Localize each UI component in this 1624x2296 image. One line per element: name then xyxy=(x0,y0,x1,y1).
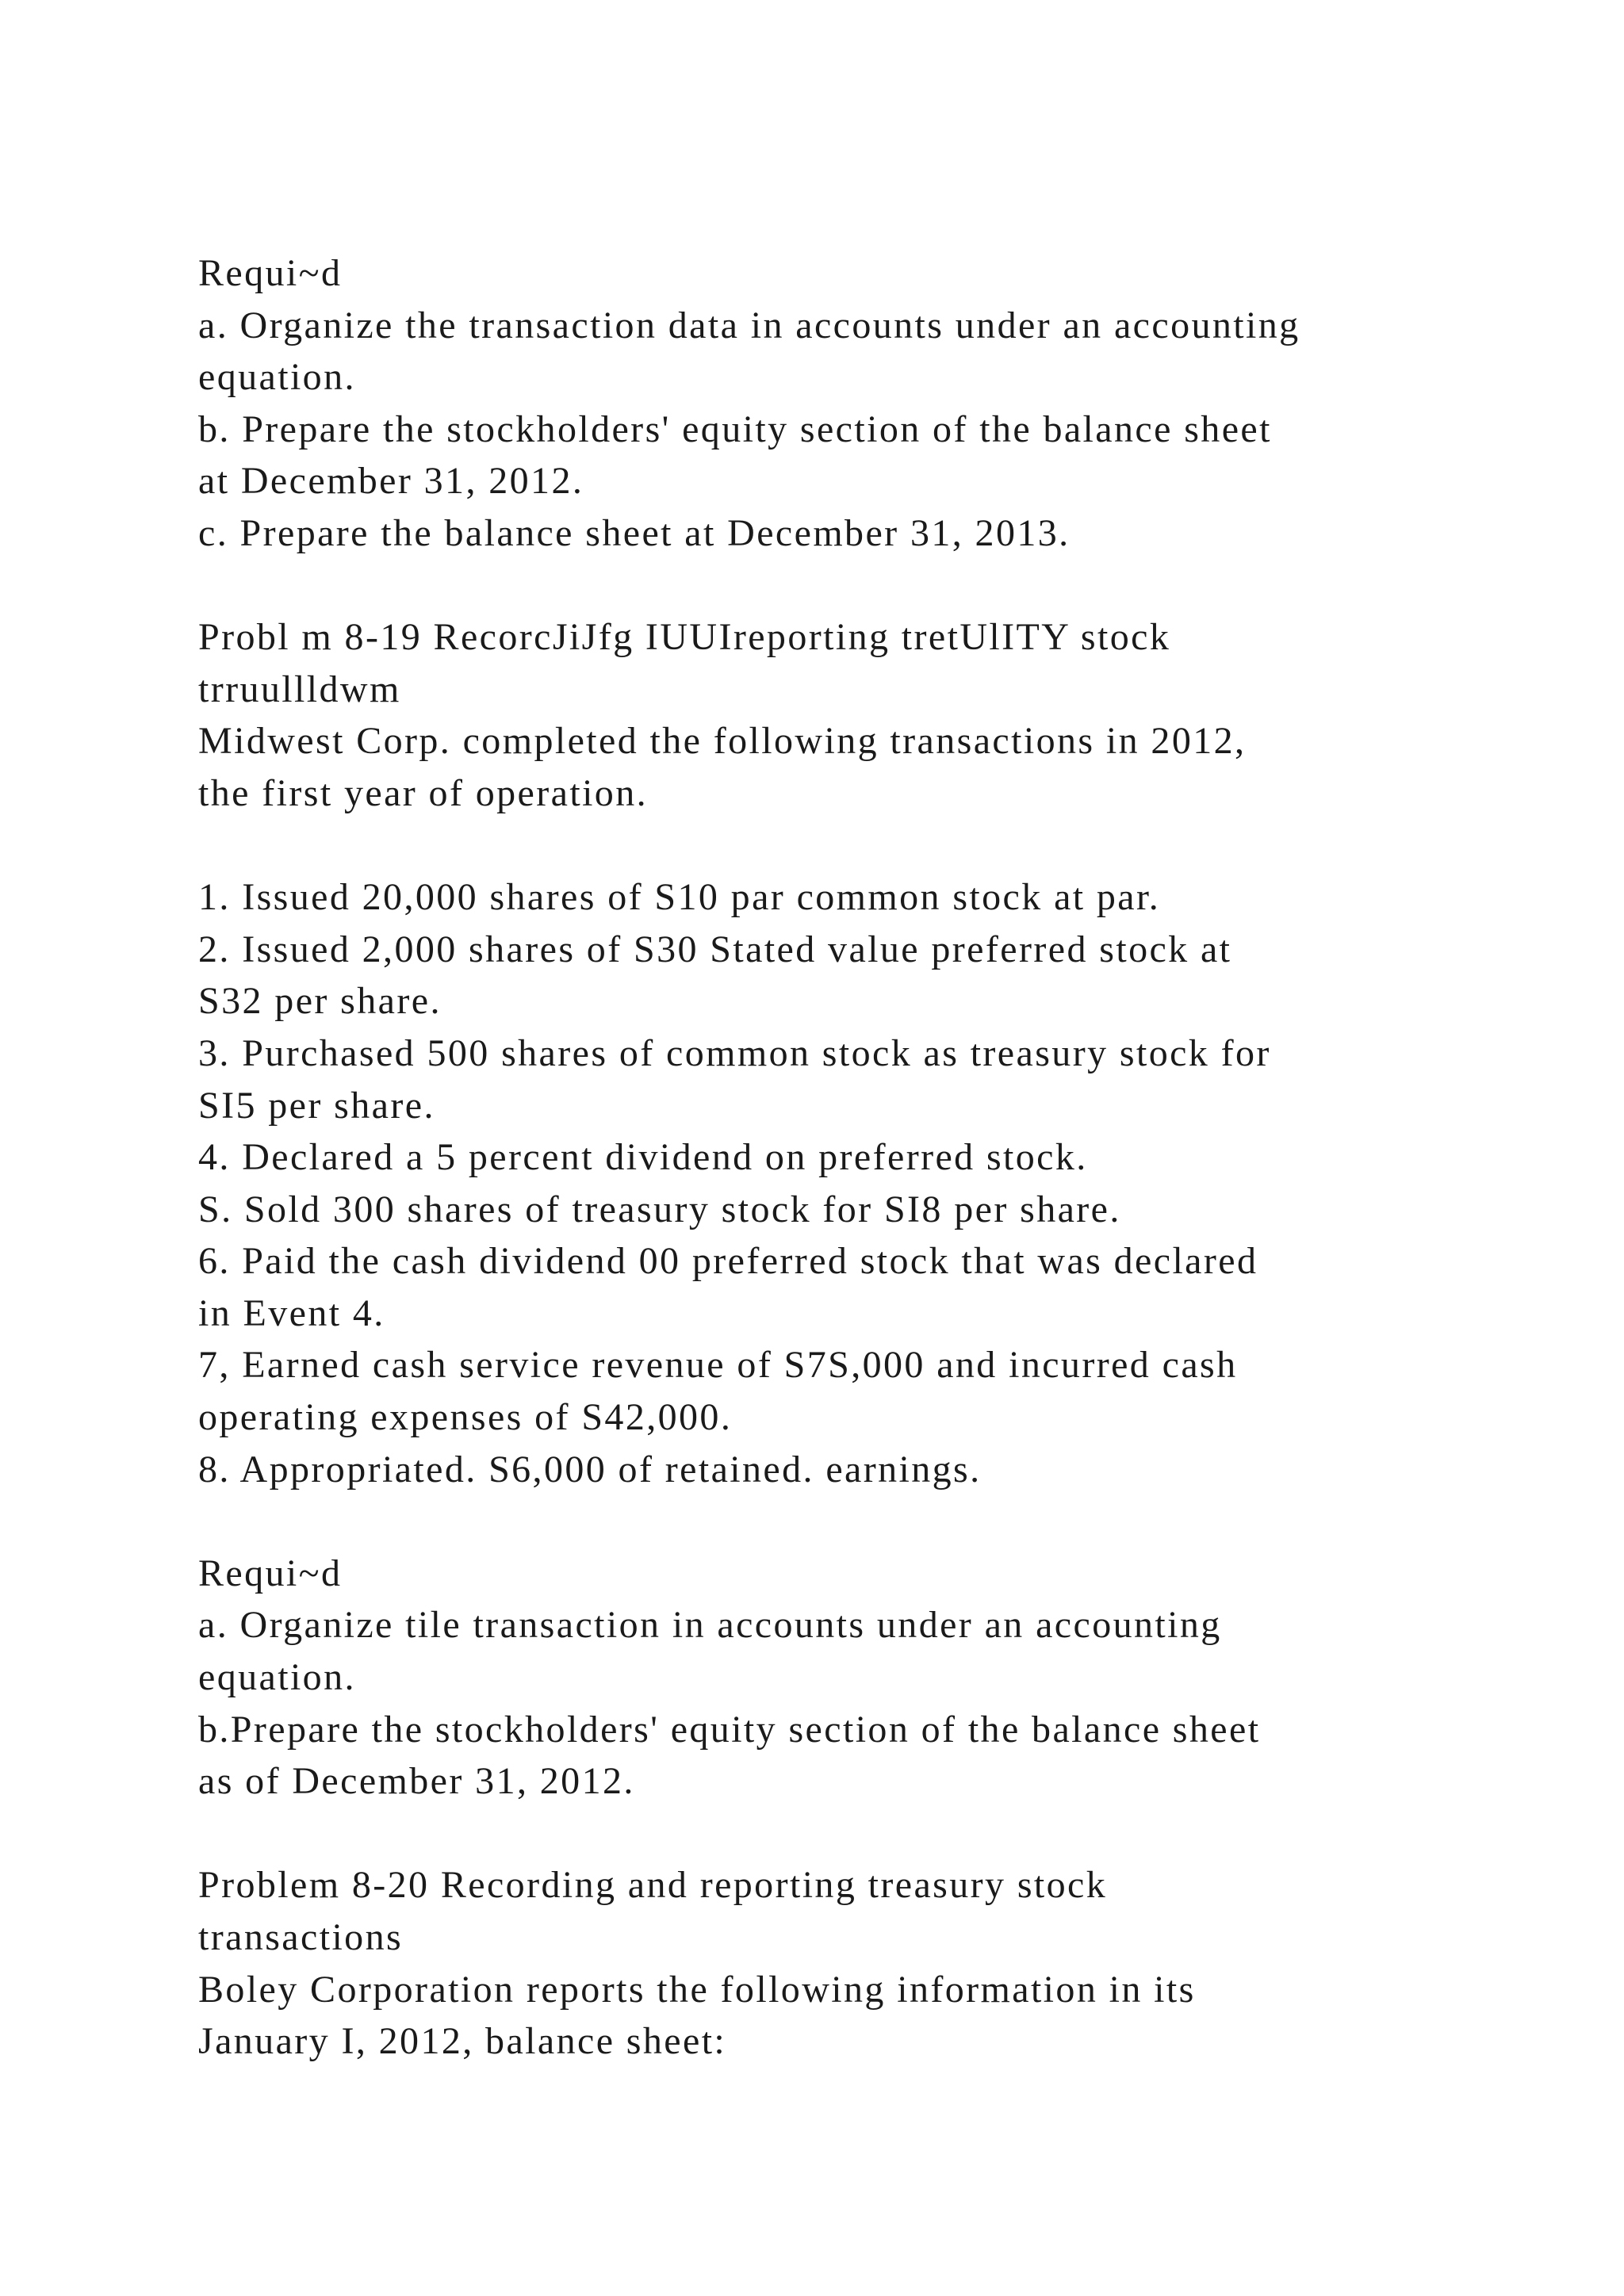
text-line: at December 31, 2012. xyxy=(198,460,584,503)
text-line: b.Prepare the stockholders' equity section of the balance sheet xyxy=(198,1708,1261,1751)
document-text xyxy=(198,247,1546,2068)
blank-line xyxy=(198,1808,1546,1860)
text-line: SI5 per share. xyxy=(198,1084,435,1127)
text-line: Requi~d xyxy=(198,1552,343,1594)
text-line: 8. Appropriated. S6,000 of retained. earnings. xyxy=(198,1448,982,1490)
text-line: transactions xyxy=(198,1916,404,1958)
text-line: 3. Purchased 500 shares of common stock as treasury stock for xyxy=(198,1031,1271,1074)
text-line: Probl m 8-19 RecorcJiJfg IUUIreporting tretUlITY stock xyxy=(198,616,1171,659)
text-line: 4. Declared a 5 percent dividend on preferred stock. xyxy=(198,1136,1088,1179)
text-line: the first year of operation. xyxy=(198,771,649,814)
text-line: b. Prepare the stockholders' equity section of the balance sheet xyxy=(198,408,1272,450)
text-line: equation. xyxy=(198,1656,356,1699)
blank-line xyxy=(198,1495,1546,1548)
text-line: January I, 2012, balance sheet: xyxy=(198,2020,727,2063)
blank-line xyxy=(198,820,1546,872)
text-line: 6. Paid the cash dividend 00 preferred stock that was declared xyxy=(198,1240,1258,1283)
text-line: 7, Earned cash service revenue of S7S,000 and incurred cash xyxy=(198,1344,1238,1387)
text-line: 2. Issued 2,000 shares of S30 Stated value preferred stock at xyxy=(198,928,1232,970)
blank-line xyxy=(198,560,1546,612)
text-line: Requi~d xyxy=(198,252,343,294)
text-line: a. Organize tile transaction in accounts under an accounting xyxy=(198,1604,1222,1647)
text-line: as of December 31, 2012. xyxy=(198,1760,635,1803)
text-line: operating expenses of S42,000. xyxy=(198,1396,733,1439)
text-line: c. Prepare the balance sheet at December 31, 2013. xyxy=(198,511,1071,554)
text-line: S32 per share. xyxy=(198,980,442,1023)
text-line: trruullldwm xyxy=(198,668,401,710)
text-line: S. Sold 300 shares of treasury stock for SI8 per share. xyxy=(198,1188,1121,1230)
text-line: equation. xyxy=(198,356,356,399)
text-line: Problem 8-20 Recording and reporting treasury stock xyxy=(198,1864,1108,1907)
text-line: in Event 4. xyxy=(198,1292,385,1334)
text-line: Midwest Corp. completed the following transactions in 2012, xyxy=(198,720,1247,763)
text-line: 1. Issued 20,000 shares of S10 par common stock at par. xyxy=(198,876,1161,919)
text-line: a. Organize the transaction data in accounts under an accounting xyxy=(198,304,1300,346)
text-line: Boley Corporation reports the following information in its xyxy=(198,1968,1196,2011)
